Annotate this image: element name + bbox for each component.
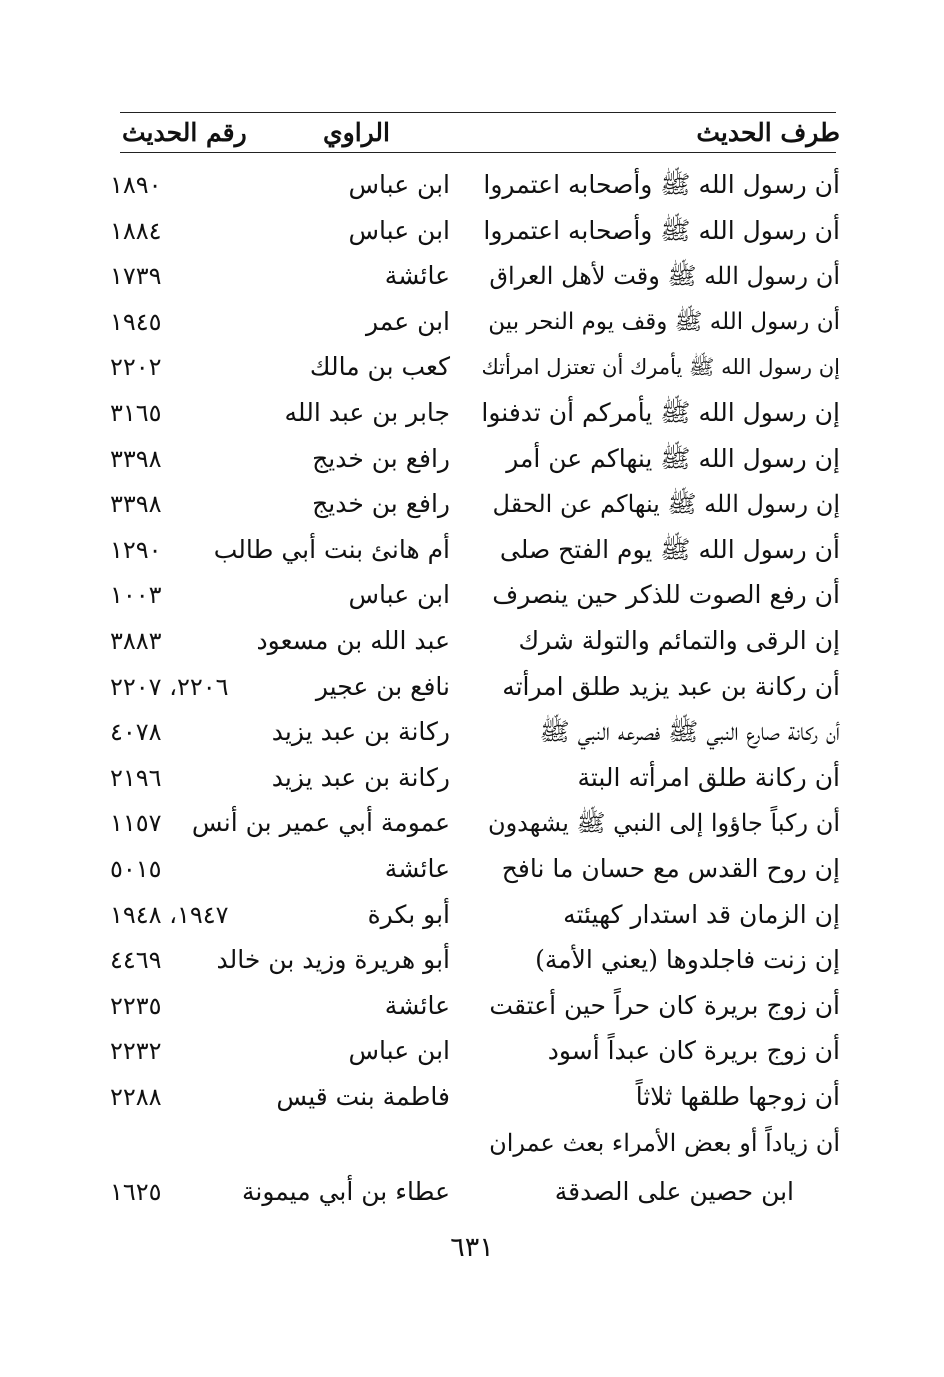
hadith-number: ٢٢٣٥	[110, 991, 162, 1020]
table-row	[100, 302, 840, 342]
table-row	[100, 712, 840, 752]
hadith-text: ابن حصين على الصدقة	[554, 1177, 794, 1207]
header-rule	[120, 152, 836, 153]
hadith-number: ١٩٤٧، ١٩٤٨	[110, 900, 229, 929]
hadith-text: إن رسول الله ﷺ يأمرك أن تعتزل امرأتك	[481, 355, 840, 380]
hadith-text: أن زوج بريرة كان حراً حين أعتقت	[489, 990, 840, 1020]
hadith-number: ٢١٩٦	[110, 763, 162, 792]
hadith-text: إن الرقى والتمائم والتولة شرك	[518, 626, 840, 655]
table-header	[100, 113, 840, 153]
narrator: أم هانئ بنت أبي طالب	[213, 534, 450, 564]
table-row	[100, 940, 840, 980]
narrator: عمومة أبي عمير بن أنس	[191, 808, 450, 838]
table-row	[100, 1077, 840, 1117]
header-hadith-text: طرف الحديث	[696, 118, 840, 147]
table-row	[100, 803, 840, 843]
narrator: أبو بكرة	[367, 899, 450, 929]
hadith-text: أن رسول الله ﷺ وقف يوم النحر بين	[488, 308, 840, 335]
hadith-text: أن رسول الله ﷺ يوم الفتح صلى	[499, 534, 840, 564]
table-row	[100, 484, 840, 524]
table-row	[100, 621, 840, 661]
hadith-number: ٤٤٦٩	[110, 946, 162, 975]
narrator: نافع بن عجير	[315, 671, 450, 701]
narrator: عائشة	[384, 990, 450, 1020]
hadith-number: ٣٣٩٨	[110, 490, 162, 519]
narrator: ابن عمر	[365, 306, 450, 336]
hadith-number: ٣٣٩٨	[110, 444, 162, 473]
hadith-text: أن ركباً جاؤوا إلى النبي ﷺ يشهدون	[487, 809, 840, 838]
hadith-number: ٢٢٣٢	[110, 1037, 162, 1066]
hadith-number: ١٨٩٠	[110, 171, 162, 199]
narrator: عبد الله بن مسعود	[256, 626, 450, 655]
table-row	[100, 1031, 840, 1071]
table-row	[100, 849, 840, 889]
hadith-number: ٣٨٨٣	[110, 627, 162, 655]
hadith-number: ١٧٣٩	[110, 262, 162, 291]
hadith-number: ٣١٦٥	[110, 399, 162, 427]
table-row	[100, 1123, 840, 1163]
table-row	[100, 895, 840, 935]
hadith-number: ١٩٤٥	[110, 307, 162, 336]
hadith-text: أن ركانة صارع النبي ﷺ فصرعه النبي ﷺ	[539, 717, 840, 747]
hadith-number: ١١٥٧	[110, 809, 162, 838]
table-row	[100, 575, 840, 615]
hadith-text: أن زوجها طلقها ثلاثاً	[635, 1082, 840, 1111]
table-row	[100, 439, 840, 479]
hadith-number: ٢٢٨٨	[110, 1083, 162, 1111]
table-row	[100, 256, 840, 296]
hadith-text: إن رسول الله ﷺ ينهاكم عن أمر	[506, 443, 840, 473]
hadith-number: ٢٢٠٢	[110, 353, 162, 382]
narrator: جابر بن عبد الله	[284, 398, 450, 427]
narrator: رافع بن خديج	[312, 489, 450, 519]
table-row	[100, 347, 840, 387]
table-row	[100, 1172, 840, 1212]
hadith-text: أن زوج بريرة كان عبداً أسود	[547, 1036, 840, 1066]
hadith-number: ١٦٢٥	[110, 1178, 162, 1207]
hadith-text: أن ركانة طلق امرأته البتة	[577, 762, 840, 792]
narrator: أبو هريرة وزيد بن خالد	[216, 945, 450, 975]
table-row	[100, 530, 840, 570]
hadith-text: أن رسول الله ﷺ وقت لأهل العراق	[489, 262, 840, 291]
hadith-number: ٢٢٠٦، ٢٢٠٧	[110, 672, 229, 701]
table-row	[100, 211, 840, 251]
hadith-text: أن رسول الله ﷺ وأصحابه اعتمروا	[483, 215, 840, 245]
hadith-text: أن رفع الصوت للذكر حين ينصرف	[492, 580, 840, 610]
hadith-text: إن زنت فاجلدوها (يعني الأمة)	[535, 945, 840, 975]
narrator: رافع بن خديج	[312, 443, 450, 473]
narrator: ابن عباس	[348, 1036, 450, 1066]
narrator: فاطمة بنت قيس	[276, 1082, 450, 1111]
narrator: كعب بن مالك	[309, 352, 450, 382]
hadith-number: ٥٠١٥	[110, 855, 162, 883]
hadith-text: إن الزمان قد استدار كهيئته	[563, 899, 840, 929]
hadith-number: ١٨٨٤	[110, 216, 162, 245]
table-row	[100, 667, 840, 707]
narrator: ابن عباس	[348, 215, 450, 245]
hadith-text: إن رسول الله ﷺ ينهاكم عن الحقل	[492, 490, 840, 519]
hadith-text: أن زياداً أو بعض الأمراء بعث عمران	[489, 1128, 840, 1157]
narrator: ابن عباس	[348, 580, 450, 610]
hadith-number: ١٢٩٠	[110, 535, 162, 564]
hadith-number: ٤٠٧٨	[110, 718, 162, 747]
header-narrator: الراوي	[323, 118, 390, 147]
hadith-text: أن رسول الله ﷺ وأصحابه اعتمروا	[483, 170, 840, 199]
narrator: ركانة بن عبد يزيد	[271, 717, 450, 747]
page-number: ٦٣١	[450, 1232, 494, 1263]
narrator: عائشة	[384, 854, 450, 883]
hadith-text: إن روح القدس مع حسان ما نافح	[501, 854, 840, 883]
table-row	[100, 165, 840, 205]
narrator: عطاء بن أبي ميمونة	[241, 1177, 450, 1207]
hadith-number: ١٠٠٣	[110, 581, 162, 610]
hadith-text: إن رسول الله ﷺ يأمركم أن تدفنوا	[481, 398, 840, 427]
table-row	[100, 393, 840, 433]
narrator: ابن عباس	[348, 170, 450, 199]
narrator: ركانة بن عبد يزيد	[271, 762, 450, 792]
hadith-text: أن ركانة بن عبد يزيد طلق امرأته	[502, 671, 840, 701]
table-row	[100, 986, 840, 1026]
header-hadith-number: رقم الحديث	[122, 118, 247, 147]
table-row	[100, 758, 840, 798]
narrator: عائشة	[384, 261, 450, 291]
